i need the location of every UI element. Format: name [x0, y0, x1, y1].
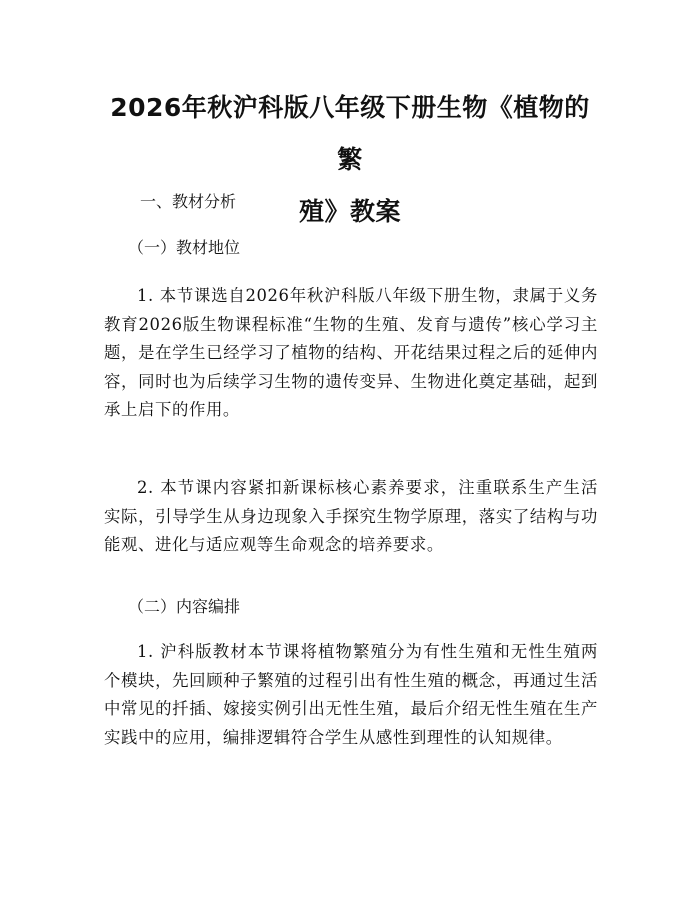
subsection-heading-1: （一）教材地位	[128, 238, 241, 257]
subsection-heading-2: （二）内容编排	[128, 597, 241, 616]
section-heading-1: 一、教材分析	[140, 192, 237, 211]
paragraph-2: 2. 本节课内容紧扣新课标核心素养要求，注重联系生产生活实际，引导学生从身边现象入手探究生物学原理，落实了结构与功能观、进化与适应观等生命观念的培养要求。	[104, 478, 598, 554]
title-line-2: 殖》教案	[298, 197, 401, 226]
title-line-1: 2026年秋沪科版八年级下册生物《植物的繁	[110, 93, 590, 174]
document-title	[104, 82, 596, 238]
paragraph-3: 1. 沪科版教材本节课将植物繁殖分为有性生殖和无性生殖两个模块，先回顾种子繁殖的过程引出有性生殖的概念，再通过生活中常见的扦插、嫁接实例引出无性生殖，最后介绍无性生殖在生产实践中的应用，编排逻辑符合学生从感性到理性的认知规律。	[104, 642, 598, 747]
paragraph-1: 1. 本节课选自2026年秋沪科版八年级下册生物，隶属于义务教育2026版生物课程标准“生物的生殖、发育与遗传”核心学习主题，是在学生已经学习了植物的结构、开花结果过程之后的延伸内容，同时也为后续学习生物的遗传变异、生物进化奠定基础，起到承上启下的作用。	[104, 286, 598, 419]
